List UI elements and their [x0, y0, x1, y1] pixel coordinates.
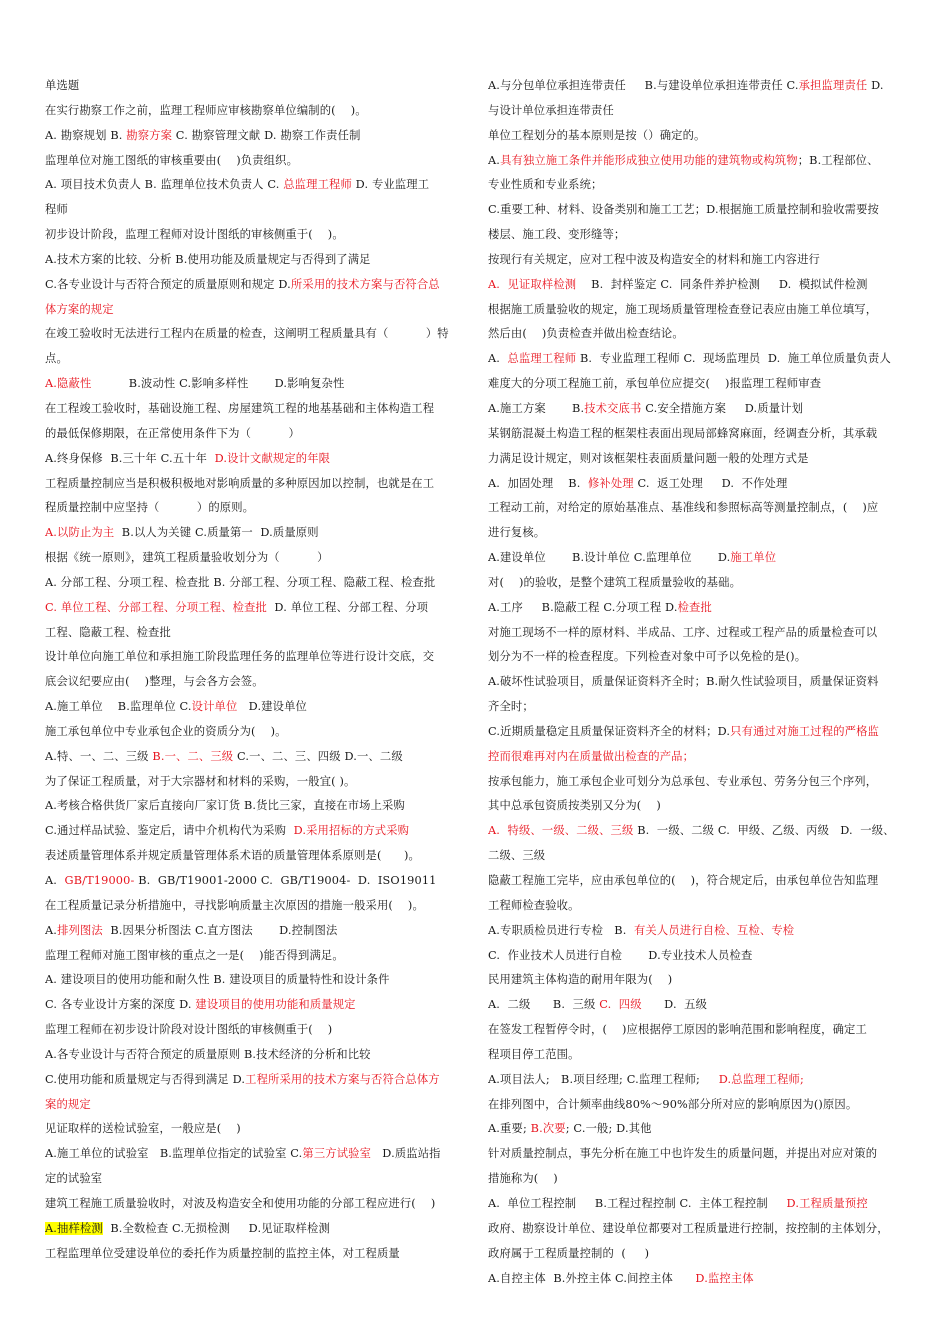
text-line — [45, 1142, 463, 1167]
text-segment: 针对质量控制点，事先分析在施工中也许发生的质量问题，并提出对应对策的 — [488, 1147, 878, 1161]
text-line — [45, 149, 463, 174]
text-segment: C.近期质量稳定且质量保证资料齐全的材料；D. — [488, 724, 731, 738]
text-segment: 齐全时； — [488, 700, 534, 714]
text-segment: C.一、二、三、四级 D.一、二级 — [233, 749, 403, 763]
text-line — [45, 372, 463, 397]
text-segment: B.波动性 C.影响多样性 D.影响复杂性 — [91, 377, 345, 391]
text-segment: 为了保证工程质量，对于大宗器材和材料的采购，一般宜( )。 — [45, 774, 356, 788]
text-line — [488, 944, 906, 969]
text-line — [488, 521, 906, 546]
answer-text: B.一、二、三级 — [152, 749, 234, 763]
text-line — [45, 347, 463, 372]
text-segment: A. — [488, 352, 508, 366]
text-line — [45, 844, 463, 869]
text-line — [488, 1242, 906, 1267]
text-segment: C.各专业设计与否符合预定的质量原则和规定 D. — [45, 277, 291, 291]
text-segment: C. 作业技术人员进行自检 D.专业技术人员检查 — [488, 948, 753, 962]
text-line — [488, 347, 906, 372]
text-segment: 程质量控制中应坚持（ ）的原则。 — [45, 501, 255, 515]
text-segment: A. — [45, 874, 65, 887]
text-segment: 措施称为( ) — [488, 1172, 558, 1186]
text-segment: 难度大的分项工程施工前，承包单位应提交( )报监理工程师审查 — [488, 377, 822, 391]
text-segment: A.技术方案的比较、分析 B.使用功能及质量规定与否得到了满足 — [45, 252, 371, 266]
text-segment: 然后由( )负责检查并做出检查结论。 — [488, 327, 684, 341]
text-segment: B. 封样鉴定 C. 同条件养护检测 D. 模拟试件检测 — [576, 277, 868, 291]
answer-text: 设计单位 — [191, 700, 238, 714]
text-segment: A.破坏性试验项目，质量保证资料齐全时；B.耐久性试验项目，质量保证资料 — [488, 675, 879, 689]
text-line — [488, 1267, 906, 1292]
text-segment: 监理工程师对施工图审核的重点之一是( )能否得到满足。 — [45, 948, 344, 962]
answer-text: D.采用招标的方式采购 — [293, 824, 410, 838]
text-line — [45, 670, 463, 695]
answer-text: 技术交底书 — [584, 401, 642, 415]
text-segment: C.通过样品试验、鉴定后，请中介机构代为采购 — [45, 824, 294, 838]
text-segment: D. — [867, 79, 884, 92]
text-line — [45, 223, 463, 248]
text-segment: ；B.工程部位、 — [797, 153, 879, 167]
text-segment: D.建设单位 — [237, 700, 308, 714]
text-line — [45, 472, 463, 497]
text-segment: 隐蔽工程施工完毕，应由承包单位的( )，符合规定后，由承包单位告知监理 — [488, 874, 879, 887]
text-line — [45, 173, 463, 198]
text-line — [45, 645, 463, 670]
text-line — [45, 546, 463, 571]
text-segment: 在实行勘察工作之前，监理工程师应审核勘察单位编制的( )。 — [45, 103, 367, 117]
text-line — [488, 670, 906, 695]
text-line — [45, 99, 463, 124]
text-segment: C. 勘察管理文献 D. 勘察工作责任制 — [172, 128, 361, 142]
answer-text: 第三方试验室 — [302, 1147, 372, 1161]
text-segment: 按承包能力，施工承包企业可划分为总承包、专业承包、劳务分包三个序列， — [488, 774, 878, 788]
text-line — [45, 993, 463, 1018]
text-segment: A.重要; — [488, 1122, 531, 1136]
text-line — [488, 869, 906, 894]
text-line — [45, 1018, 463, 1043]
text-segment: 单位工程划分的基本原则是按（）确定的。 — [488, 128, 706, 142]
text-segment: B. 一级、二级 C. 甲级、乙级、丙级 D. 一级、 — [633, 824, 895, 838]
text-line — [45, 968, 463, 993]
text-line — [45, 521, 463, 546]
text-segment: 在竣工验收时无法进行工程内在质量的检查，这阐明工程质量具有（ ）特 — [45, 327, 449, 341]
text-segment: A.施工单位的试验室 B.监理单位指定的试验室 C. — [45, 1147, 303, 1161]
text-segment: C. 各专业设计方案的深度 D. — [45, 998, 196, 1012]
text-segment: A. — [488, 153, 501, 167]
text-line — [488, 322, 906, 347]
text-line — [45, 1093, 463, 1118]
text-segment: 政府属于工程质量控制的 ( ) — [488, 1246, 650, 1260]
text-segment: 程师 — [45, 203, 68, 217]
text-segment: D. 五级 — [641, 998, 708, 1012]
text-segment: 表述质量管理体系并规定质量管理体系术语的质量管理体系原则是( )。 — [45, 849, 420, 863]
text-line — [45, 1242, 463, 1267]
answer-text: 控而很难再对内在质量做出检查的产品； — [488, 749, 695, 763]
text-line — [45, 745, 463, 770]
answer-text: 只有通过对施工过程的严格监 — [730, 724, 879, 738]
text-line — [488, 1217, 906, 1242]
text-segment: 对( )的验收，是整个建筑工程质量验收的基础。 — [488, 575, 742, 589]
text-segment: 与设计单位承担连带责任 — [488, 103, 614, 117]
text-line — [45, 621, 463, 646]
text-segment: 初步设计阶段，监理工程师对设计图纸的审核侧重于( )。 — [45, 228, 344, 242]
text-line — [488, 298, 906, 323]
text-segment: A.施工单位 B.监理单位 C. — [45, 700, 192, 714]
answer-text: 承担监理责任 — [798, 79, 868, 92]
text-segment: B.全数检查 C.无损检测 D.见证取样检测 — [102, 1221, 330, 1235]
text-line — [488, 273, 906, 298]
text-segment: A.考核合格供货厂家后直接向厂家订货 B.货比三家，直接在市场上采购 — [45, 799, 405, 813]
text-segment: 监理单位对施工图纸的审核重要由( )负责组织。 — [45, 153, 299, 167]
text-line — [488, 447, 906, 472]
text-segment: 二级、三级 — [488, 849, 546, 863]
answer-text: 施工单位 — [730, 551, 777, 565]
text-segment: D.质监站指 — [371, 1147, 441, 1161]
text-line — [45, 1117, 463, 1142]
text-line — [488, 422, 906, 447]
text-line — [45, 298, 463, 323]
text-line — [488, 1192, 906, 1217]
answer-text: B.次要 — [530, 1122, 566, 1136]
text-line — [488, 745, 906, 770]
answer-text: 建设项目的使用功能和质量规定 — [195, 998, 356, 1012]
text-line — [45, 695, 463, 720]
text-segment: 设计单位向施工单位和承担施工阶段监理任务的监理单位等进行设计交底，交 — [45, 650, 435, 664]
text-line — [488, 198, 906, 223]
text-segment: A.自控主体 B.外控主体 C.间控主体 — [488, 1271, 696, 1285]
text-line — [45, 198, 463, 223]
text-line — [45, 794, 463, 819]
text-line — [488, 571, 906, 596]
answer-text: D.设计文献规定的年限 — [214, 451, 331, 465]
text-segment: A. 单位工程控制 B.工程过程控制 C. 主体工程控制 — [488, 1196, 787, 1210]
text-line — [45, 919, 463, 944]
text-line — [488, 919, 906, 944]
text-line — [488, 223, 906, 248]
text-segment: 楼层、施工段、变形缝等； — [488, 228, 626, 242]
text-line — [488, 149, 906, 174]
text-line — [45, 894, 463, 919]
answer-text: 工程所采用的技术方案与否符合总体方 — [245, 1072, 440, 1086]
text-line — [488, 99, 906, 124]
text-segment: A.专职质检员进行专检 B. — [488, 923, 634, 937]
text-segment: 底会议纪要应由( )整理，与会各方会签。 — [45, 675, 264, 689]
text-segment: 某钢筋混凝土构造工程的框架柱表面出现局部蜂窝麻面，经调查分析，其承载 — [488, 426, 878, 440]
answer-text: C. 单位工程、分部工程、分项工程、检查批 — [45, 600, 267, 614]
text-segment: 在工程竣工验收时，基础设施工程、房屋建筑工程的地基基础和主体构造工程 — [45, 401, 435, 415]
text-line — [488, 621, 906, 646]
text-line — [488, 968, 906, 993]
text-line — [45, 422, 463, 447]
text-segment: 专业性质和专业系统； — [488, 178, 603, 192]
text-line — [45, 720, 463, 745]
answer-text: C. 四级 — [599, 998, 642, 1012]
text-line — [45, 322, 463, 347]
text-segment: B.以人为关键 C.质量第一 D.质量原则 — [114, 526, 319, 540]
answer-text: 所采用的技术方案与否符合总 — [290, 277, 440, 291]
text-line — [488, 1142, 906, 1167]
text-line — [488, 1068, 906, 1093]
text-line — [45, 397, 463, 422]
text-segment: C.安全措施方案 D.质量计划 — [641, 401, 804, 415]
text-segment: A. 分部工程、分项工程、检查批 B. 分部工程、分项工程、隐蔽工程、检查批 — [45, 575, 436, 589]
text-segment: B. 专业监理工程师 C. 现场监理员 D. 施工单位质量负责人 — [576, 352, 891, 366]
text-segment: A.终身保修 B.三十年 C.五十年 — [45, 451, 215, 465]
text-line — [45, 1043, 463, 1068]
text-line — [45, 1068, 463, 1093]
text-segment: A. 项目技术负责人 B. 监理单位技术负责人 C. — [45, 178, 284, 192]
text-segment: 见证取样的送检试验室，一般应是( ) — [45, 1122, 241, 1136]
answer-text: 检查批 — [677, 600, 712, 614]
text-segment: D. 专业监理工 — [351, 178, 430, 192]
text-segment: 在工程质量记录分析措施中，寻找影响质量主次原因的措施一般采用( )。 — [45, 898, 424, 912]
answer-text: D.监控主体 — [695, 1271, 754, 1285]
text-segment: A.工序 B.隐蔽工程 C.分项工程 D. — [488, 600, 678, 614]
text-segment: B.因果分析图法 C.直方图法 D.控制图法 — [102, 923, 338, 937]
text-segment: 工程动工前，对给定的原始基准点、基准线和参照标高等测量控制点，( )应 — [488, 501, 879, 515]
text-segment: B. GB/T19001-2000 C. GB/T19004- D. ISO19011 — [134, 874, 437, 887]
text-segment: 程项目停工范围。 — [488, 1047, 580, 1061]
text-segment: 划分为不一样的检查程度。下列检查对象中可予以免检的是()。 — [488, 650, 807, 664]
text-segment: 在排列图中，合计频率曲线80%～90%部分所对应的影响原因为()原因。 — [488, 1097, 858, 1111]
text-line — [45, 819, 463, 844]
text-line — [488, 770, 906, 795]
answer-text: A.以防止为主 — [45, 526, 115, 540]
answer-text: 具有独立施工条件并能形成独立使用功能的建筑物或构筑物 — [500, 153, 798, 167]
text-line — [488, 1043, 906, 1068]
answer-text: 体方案的规定 — [45, 302, 114, 316]
text-line — [488, 496, 906, 521]
text-line — [488, 248, 906, 273]
text-line — [45, 496, 463, 521]
answer-text: D.工程质量预控 — [786, 1196, 868, 1210]
text-segment: 根据施工质量验收的规定，施工现场质量管理检查登记表应由施工单位填写， — [488, 302, 878, 316]
text-segment: 对施工现场不一样的原材料、半成品、工序、过程或工程产品的质量检查可以 — [488, 625, 878, 639]
answer-text: 有关人员进行自检、互检、专检 — [633, 923, 795, 937]
text-segment: 监理工程师在初步设计阶段对设计图纸的审核侧重于( ) — [45, 1023, 333, 1037]
text-segment: 力满足设计规定，则对该框架柱表面质量问题一般的处理方式是 — [488, 451, 809, 465]
text-line — [45, 447, 463, 472]
text-segment: 按现行有关规定，应对工程中波及构造安全的材料和施工内容进行 — [488, 252, 820, 266]
text-segment: A. — [45, 923, 58, 937]
text-line — [488, 1117, 906, 1142]
answer-text: 总监理工程师 — [283, 178, 352, 192]
text-line — [488, 596, 906, 621]
text-line — [488, 894, 906, 919]
text-line — [488, 695, 906, 720]
text-line — [488, 720, 906, 745]
text-line — [488, 397, 906, 422]
text-segment: 点。 — [45, 352, 68, 366]
text-segment: 施工承包单位中专业承包企业的资质分为( )。 — [45, 724, 287, 738]
text-segment: C. 返工处理 D. 不作处理 — [633, 476, 788, 490]
text-segment: 工程质量控制应当是积极积极地对影响质量的多种原因加以控制，也就是在工 — [45, 476, 435, 490]
answer-text: 案的规定 — [45, 1097, 91, 1111]
text-line — [488, 372, 906, 397]
text-line — [488, 645, 906, 670]
answer-text: 修补处理 — [587, 476, 634, 490]
right-column — [488, 74, 906, 1291]
text-line — [488, 74, 906, 99]
text-line — [45, 74, 463, 99]
answer-text: GB/T19000- — [64, 874, 135, 887]
text-segment: 民用建筑主体构造的耐用年限为( ) — [488, 973, 673, 987]
text-line — [45, 1192, 463, 1217]
text-line — [488, 819, 906, 844]
text-line — [488, 844, 906, 869]
text-line — [45, 1217, 463, 1242]
text-segment: A.建设单位 B.设计单位 C.监理单位 D. — [488, 551, 731, 565]
text-segment: C.重要工种、材料、设备类别和施工工艺；D.根据施工质量控制和验收需要按 — [488, 203, 879, 217]
text-line — [488, 794, 906, 819]
text-line — [488, 546, 906, 571]
answer-text: 总监理工程师 — [507, 352, 577, 366]
text-line — [45, 944, 463, 969]
answer-text: A. 见证取样检测 — [488, 277, 577, 291]
text-segment: A. 二级 B. 三级 — [488, 998, 600, 1012]
text-segment: A.项目法人; B.项目经理; C.监理工程师; — [488, 1072, 719, 1086]
text-line — [488, 1093, 906, 1118]
text-line — [45, 124, 463, 149]
text-line — [45, 869, 463, 894]
text-segment: A.特、一、二、三级 — [45, 749, 153, 763]
text-line — [45, 770, 463, 795]
text-segment: A.各专业设计与否符合预定的质量原则 B.技术经济的分析和比较 — [45, 1047, 371, 1061]
text-segment: 工程师检查验收。 — [488, 898, 580, 912]
text-line — [45, 1167, 463, 1192]
text-segment: 单选题 — [45, 79, 80, 92]
text-segment: 进行复核。 — [488, 526, 546, 540]
text-line — [45, 596, 463, 621]
text-line — [45, 248, 463, 273]
text-segment: C.使用功能和质量规定与否得到满足 D. — [45, 1072, 246, 1086]
answer-text: D.总监理工程师; — [718, 1072, 804, 1086]
text-segment: A.施工方案 B. — [488, 401, 585, 415]
text-segment: D. 单位工程、分部工程、分项 — [266, 600, 429, 614]
text-segment: A.与分包单位承担连带责任 B.与建设单位承担连带责任 C. — [488, 79, 799, 92]
text-segment: A. 勘察规划 B. — [45, 128, 127, 142]
answer-text: 勘察方案 — [126, 128, 173, 142]
text-segment: 工程监理单位受建设单位的委托作为质量控制的监控主体，对工程质量 — [45, 1246, 400, 1260]
text-line — [488, 993, 906, 1018]
text-line — [488, 173, 906, 198]
highlighted-answer-text: A.抽样检测 — [45, 1221, 103, 1235]
text-line — [488, 1018, 906, 1043]
text-segment: 工程、隐蔽工程、检查批 — [45, 625, 171, 639]
answer-text: A. 特级、一级、二级、三级 — [488, 824, 634, 838]
text-segment: 其中总承包资质按类别又分为( ) — [488, 799, 661, 813]
text-segment: 根据《统一原则》，建筑工程质量验收划分为（ ） — [45, 551, 329, 565]
left-column — [45, 74, 463, 1267]
text-segment: 的最低保修期限，在正常使用条件下为（ ） — [45, 426, 300, 440]
text-segment: ; C.一般; D.其他 — [565, 1122, 652, 1136]
answer-text: 排列图法 — [57, 923, 103, 937]
text-segment: 在签发工程暂停令时，( )应根据停工原因的影响范围和影响程度，确定工 — [488, 1023, 867, 1037]
text-line — [488, 1167, 906, 1192]
text-line — [45, 273, 463, 298]
answer-text: A.隐蔽性 — [45, 377, 92, 391]
text-segment: 定的试验室 — [45, 1172, 103, 1186]
text-segment: 政府、勘察设计单位、建设单位都要对工程质量进行控制，按控制的主体划分， — [488, 1221, 889, 1235]
text-line — [45, 571, 463, 596]
text-segment: A. 加固处理 B. — [488, 476, 588, 490]
text-segment: 建筑工程施工质量验收时，对波及构造安全和使用功能的分部工程应进行( ) — [45, 1196, 436, 1210]
text-line — [488, 472, 906, 497]
text-line — [488, 124, 906, 149]
text-segment: A. 建设项目的使用功能和耐久性 B. 建设项目的质量特性和设计条件 — [45, 973, 390, 987]
